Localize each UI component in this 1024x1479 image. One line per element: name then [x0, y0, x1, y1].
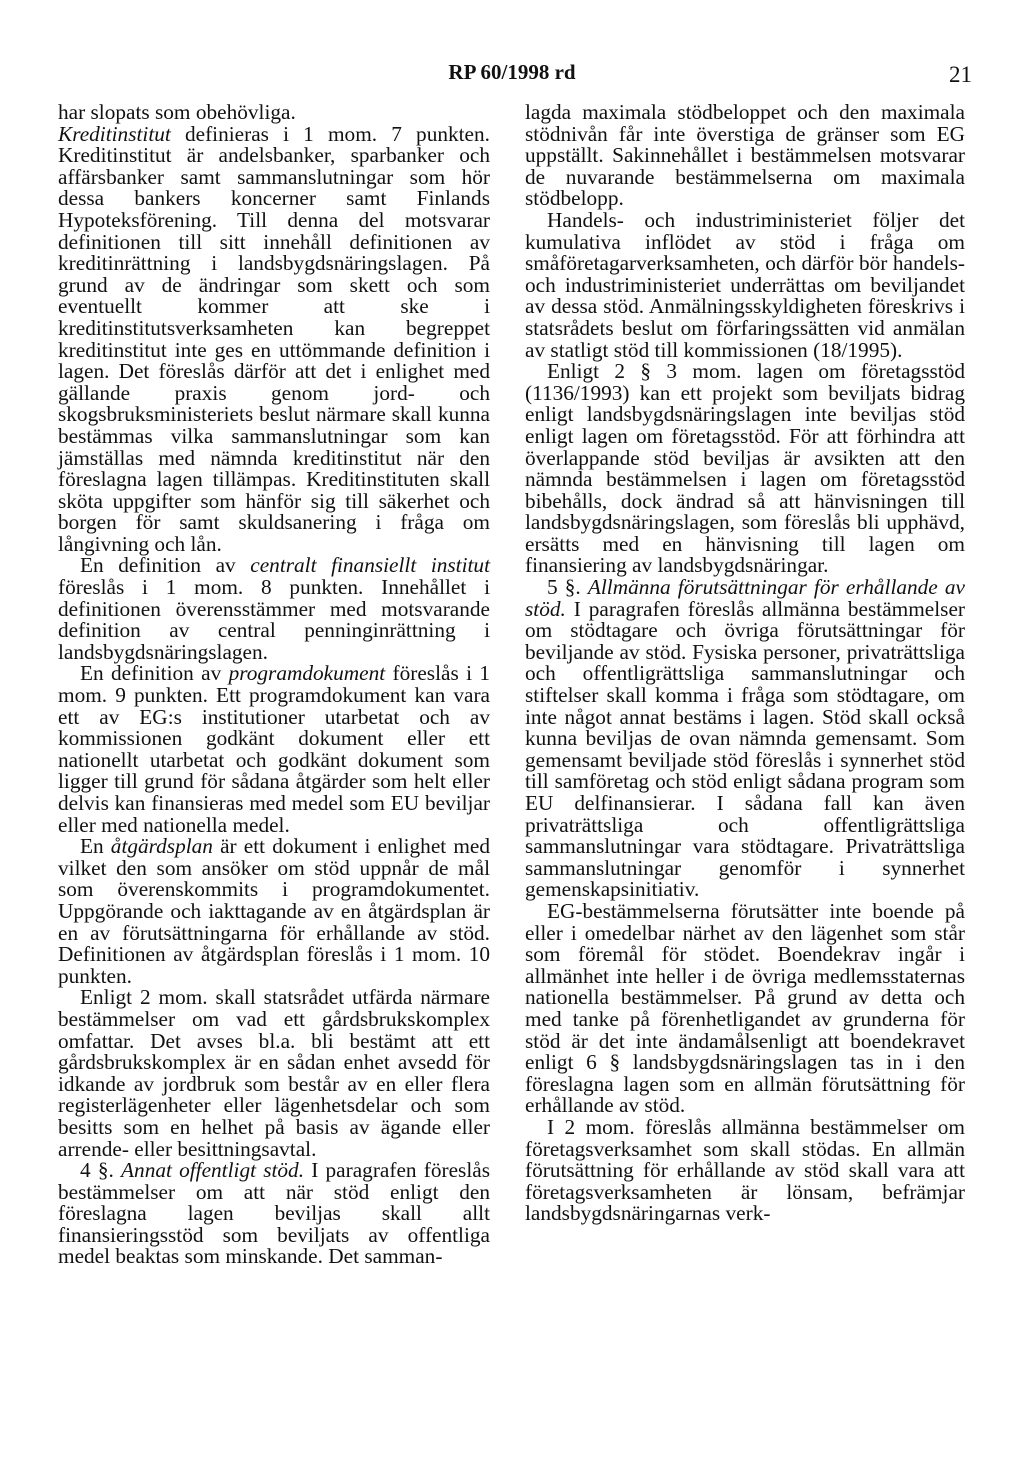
- paragraph: [58, 987, 490, 1160]
- section-heading: Annat offentligt stöd.: [121, 1158, 305, 1183]
- paragraph: [58, 1160, 490, 1268]
- defined-term: centralt finansiellt institut: [250, 553, 490, 578]
- paragraph: [58, 663, 490, 836]
- paragraph: [525, 898, 965, 1118]
- paragraph-text: Handels- och industriministeriet följer det kumulativa inflödet av stöd i fråga om småföretagarverksamheten, och därför bör handels- och industriministeriet underrättas om beviljandet av dessa stöd. Anmälningsskyldigheten föreskrivs i statsrådets beslut om förfaringssätten vid anmälan av statligt stöd till kommissionen (18/1995).: [525, 207, 965, 362]
- paragraph: [58, 121, 490, 556]
- right-text-column: [525, 102, 965, 1225]
- paragraph: [58, 102, 490, 124]
- paragraph-text: lagda maximala stödbeloppet och den maximala stödnivån får inte överstiga de gränser som EG uppställt. Sakinnehållet i bestämmelsen motsvarar de nuvarande bestämmelserna om maximala stödbelopp.: [525, 100, 965, 211]
- page-number: 21: [949, 62, 972, 87]
- paragraph-text: I paragrafen föreslås bestämmelser om att när stöd enligt den föreslagna lagen beviljas skall allt finansieringsstöd som beviljats av offentliga medel beaktas som minskande. Det samman-: [58, 1158, 490, 1269]
- document-reference: RP 60/1998 rd: [448, 60, 576, 84]
- paragraph-text: EG-bestämmelserna förutsätter inte boende på eller i omedelbar närhet av den lägenhet som står som föremål för stödet. Boendekrav ingår i allmänhet inte heller i de övriga medlemsstaternas nationella bestämmelser. På grund av detta och med tanke på förenhetligandet av grunderna för stöd är det inte ändamålsenligt att boendekravet enligt 6 § landsbygdsnäringslagen tas in i den föreslagna lagen som en allmän förutsättning för erhållande av stöd.: [525, 898, 965, 1118]
- paragraph-text: I 2 mom. föreslås allmänna bestämmelser om företagsverksamhet som skall stödas. En allmän förutsättning för erhållande av stöd skall vara att företagsverksamheten är lönsam, befrämjar landsbygdsnäringarnas verk-: [525, 1114, 965, 1226]
- paragraph-text: är ett dokument i enlighet med vilket den som ansöker om stöd uppnår de mål som överenskommits i programdokumentet. Uppgörande och iakttagande av en åtgärdsplan är en av förutsättningarna för erhållande av stöd. Definitionen av åtgärdsplan föreslås i 1 mom. 10 punkten.: [58, 834, 490, 988]
- paragraph-text: föreslås i 1 mom. 8 punkten. Innehållet i definitionen överensstämmer med motsvarande definition av central penninginrättning i landsbygdsnäringslagen.: [58, 575, 490, 664]
- defined-term: åtgärdsplan: [110, 834, 213, 859]
- paragraph: [525, 577, 965, 901]
- paragraph-text: En definition av: [80, 661, 229, 686]
- section-number: 4 §.: [80, 1158, 122, 1183]
- paragraph: [58, 555, 490, 663]
- paragraph-text: Enligt 2 § 3 mom. lagen om företagsstöd (1136/1993) kan ett projekt som beviljats bidrag enligt landsbygdsnäringslagen inte beviljas stöd enligt lagen om företagsstöd. För att förhindra att överlappande stöd beviljas är avsikten att den nämnda bestämmelsen i lagen om företagsstöd bibehålls, dock ändrad så att hänvisningen till landsbygdsnäringslagen, som föreslås bli upphävd, ersätts med en hänvisning till lagen om finansiering av landsbygdsnäringar.: [525, 359, 965, 578]
- section-heading: Allmänna förutsättningar för erhållande av stöd.: [525, 575, 965, 621]
- paragraph-text: I paragrafen föreslås allmänna bestämmelser om stödtagare och övriga förutsättningar för beviljande av stöd. Fysiska personer, privaträttsliga och offentligrättsliga sammanslutningar och stiftelser skall komma i fråga som stödtagare, om inte något annat bestäms i lagen. Stöd skall också kunna beviljas de ovan nämnda gemensamt. Som gemensamt beviljade stöd föreslås i synnerhet stöd till samföretag och stöd enligt sådana program som EU delfinansierar. I sådana fall kan även privaträttsliga och offentligrättsliga sammanslutningar vara stödtagare. Privaträttsliga sammanslutningar genomför i synnerhet gemenskapsinitiativ.: [525, 596, 965, 902]
- page-header: [0, 60, 1024, 90]
- paragraph-text: En: [80, 834, 111, 859]
- section-number: 5 §.: [547, 575, 588, 600]
- paragraph-text: definieras i 1 mom. 7 punkten. Kreditinstitut är andelsbanker, sparbanker och affärsbanker samt sammanslutningar som hör dessa bankers koncerner samt Finlands Hypoteksförening. Till denna del motsvarar definitionen till sitt innehåll definitionen av kreditinrättning i landsbygdsnäringslagen. På grund av de ändringar som skett och som eventuellt kommer att ske i kreditinstitutsverksamheten kan begreppet kreditinstitut inte ges en uttömmande definition i lagen. Det föreslås därför att det i enlighet med gällande praxis genom jord- och skogsbruksministeriets beslut närmare skall kunna bestämmas vilka sammanslutningar som kan jämställas med nämnda kreditinstitut när den föreslagna lagen tillämpas. Kreditinstituten skall sköta uppgifter som hänför sig till säkerhet och borgen för samt skuldsanering i fråga om långivning och lån.: [58, 121, 490, 556]
- paragraph-text: En definition av: [80, 553, 251, 578]
- paragraph-text: Enligt 2 mom. skall statsrådet utfärda närmare bestämmelser om vad ett gårdsbrukskomplex omfattar. Det avses bl.a. bli bestämt att ett gårdsbrukskomplex är en sådan enhet avsedd för idkande av jordbruk som består av en eller flera registerlägenheter eller lägenhetsdelar och som besitts som en helhet på basis av ägande eller arrende- eller besittningsavtal.: [58, 985, 490, 1161]
- paragraph-text: har slopats som obehövliga.: [58, 100, 296, 124]
- paragraph: [525, 207, 965, 362]
- paragraph-text: föreslås i 1 mom. 9 punkten. Ett programdokument kan vara ett av EG:s institutioner utarbetat och av kommissionen godkänt dokument eller ett nationellt utarbetat och godkänt dokument som ligger till grund för sådana åtgärder som helt eller delvis kan finansieras med medel som EU beviljar eller med nationella medel.: [58, 661, 490, 837]
- defined-term: Kreditinstitut: [58, 121, 171, 146]
- defined-term: programdokument: [228, 661, 386, 686]
- paragraph: [525, 102, 965, 210]
- paragraph: [525, 361, 965, 577]
- paragraph: [525, 1114, 965, 1226]
- left-text-column: [58, 102, 490, 1268]
- paragraph: [58, 836, 490, 987]
